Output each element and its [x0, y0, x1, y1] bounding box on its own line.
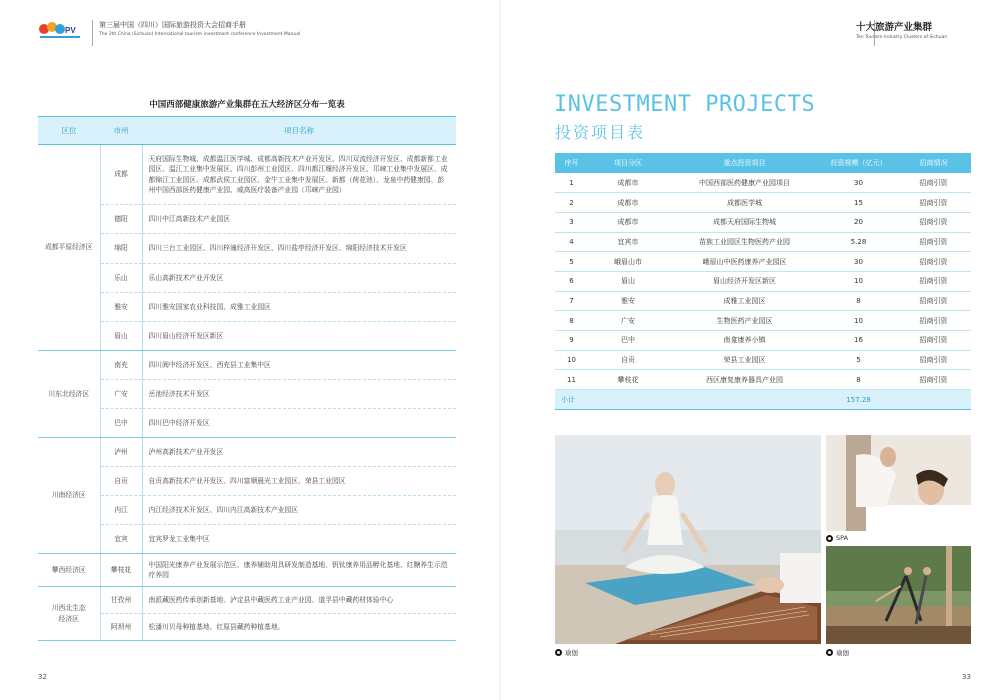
index-cell: 3 — [555, 212, 588, 232]
page-gutter — [499, 0, 501, 700]
project-cell: 成雅工业园区 — [668, 291, 821, 311]
region-cell: 攀西经济区 — [38, 554, 100, 587]
header-section-title — [856, 22, 966, 42]
status-cell: 招商引资 — [896, 370, 971, 390]
index-cell: 10 — [555, 350, 588, 370]
city-cell: 泸州 — [100, 438, 142, 467]
yoga-beach-photo — [555, 435, 821, 644]
table-row — [38, 525, 456, 554]
table-row — [555, 173, 971, 193]
header-title-en: The 3th China (Sichuan) International tourism investment conference Investment Manual — [99, 32, 301, 37]
city-cell: 南充 — [100, 351, 142, 380]
zone-cell: 眉山 — [588, 271, 668, 291]
project-cell: 天府国际生物城、成都温江医学城、成都高新技术产业开发区、四川双流经济开发区、成都新都工业园区、温江工业集中发展区、四川彭州工业园区、四川都江堰经济开发区、邛崃工业集中发展区、成都锦江工业园区、成都武侯工业园区、金牛工业集中发展区、新都（荷花池）、龙泉中药健康园、彭州中国西部医药健康产业园、威高医疗装备产业园（邛崃产业园） — [142, 145, 456, 205]
city-cell: 宜宾 — [100, 525, 142, 554]
city-cell: 成都 — [100, 145, 142, 205]
table-row — [38, 467, 456, 496]
project-cell: 眉山经济开发区新区 — [668, 271, 821, 291]
table-row — [38, 496, 456, 525]
project-cell: 苗族工业园区生物医药产业园 — [668, 232, 821, 252]
zone-cell: 广安 — [588, 311, 668, 331]
column-header-city: 市州 — [100, 117, 142, 145]
project-cell: 中国阳光康养产业发展示范区、康养辅助用具研发制造基地、钒钛康养用品孵化基地、红糖养生示范疗养园 — [142, 554, 456, 587]
table-row — [555, 232, 971, 252]
header-manual-title — [92, 20, 301, 46]
project-cell: 乐山高新技术产业开发区 — [142, 264, 456, 293]
status-cell: 招商引资 — [896, 193, 971, 213]
conference-logo-icon — [38, 18, 84, 40]
project-cell: 四川眉山经济开发区新区 — [142, 322, 456, 351]
project-cell: 生物医药产业园区 — [668, 311, 821, 331]
city-cell: 雅安 — [100, 293, 142, 322]
bullet-icon — [826, 535, 833, 542]
region-cell: 川南经济区 — [38, 438, 100, 554]
zone-cell: 攀枝花 — [588, 370, 668, 390]
caption-text: 瑜伽 — [836, 649, 849, 657]
zone-cell: 成都市 — [588, 193, 668, 213]
outdoor-yoga-photo — [826, 546, 971, 644]
bullet-icon — [826, 649, 833, 656]
scale-cell: 16 — [821, 331, 896, 351]
status-cell: 招商引资 — [896, 173, 971, 193]
table-row — [555, 193, 971, 213]
table-row — [555, 370, 971, 390]
scale-cell: 10 — [821, 271, 896, 291]
caption-yoga-main — [555, 648, 578, 657]
zone-cell: 雅安 — [588, 291, 668, 311]
project-cell: 荣县工业园区 — [668, 350, 821, 370]
column-header-project: 重点投资项目 — [668, 153, 821, 173]
index-cell: 11 — [555, 370, 588, 390]
investment-title-cn: 投资项目表 — [555, 123, 646, 142]
page-number-left: 32 — [38, 673, 47, 681]
zone-cell: 巴中 — [588, 331, 668, 351]
table-header-row — [555, 153, 971, 173]
table-row — [38, 293, 456, 322]
city-cell: 阿坝州 — [100, 614, 142, 641]
index-cell: 5 — [555, 252, 588, 272]
status-cell: 招商引资 — [896, 212, 971, 232]
table-row — [38, 587, 456, 614]
region-cell: 川东北经济区 — [38, 351, 100, 438]
project-cell: 四川巴中经济开发区 — [142, 409, 456, 438]
project-cell: 四川阆中经济开发区、西充县工业集中区 — [142, 351, 456, 380]
scale-cell: 10 — [821, 311, 896, 331]
status-cell: 招商引资 — [896, 232, 971, 252]
project-cell: 西区康复康养器具产业园 — [668, 370, 821, 390]
table-row — [555, 212, 971, 232]
page-number-right: 33 — [962, 673, 971, 681]
section-title-cn: 十大旅游产业集群 — [856, 22, 933, 33]
city-cell: 巴中 — [100, 409, 142, 438]
table-header-row — [38, 117, 456, 145]
spa-photo — [826, 435, 971, 531]
scale-cell: 8 — [821, 370, 896, 390]
city-cell: 绵阳 — [100, 234, 142, 264]
project-cell: 四川雅安国家农业科技园、成雅工业园区 — [142, 293, 456, 322]
status-cell: 招商引资 — [896, 331, 971, 351]
project-cell: 南派藏医药传承创新基地、泸定县中藏医药工业产业园、道孚县中藏药材体验中心 — [142, 587, 456, 614]
project-cell: 松潘川贝母种植基地、红原县藏药种植基地、 — [142, 614, 456, 641]
header-title-cn: 第三届中国（四川）国际旅游投资大会招商手册 — [99, 21, 246, 29]
city-cell: 甘孜州 — [100, 587, 142, 614]
caption-text: SPA — [836, 534, 849, 542]
project-cell: 成都医学城 — [668, 193, 821, 213]
column-header-zone: 项目分区 — [588, 153, 668, 173]
yoga-beach-illustration — [555, 435, 821, 644]
city-cell: 自贡 — [100, 467, 142, 496]
caption-text: 瑜伽 — [565, 649, 578, 657]
status-cell: 招商引资 — [896, 350, 971, 370]
project-cell: 成都天府国际生物城 — [668, 212, 821, 232]
city-cell: 攀枝花 — [100, 554, 142, 587]
caption-yoga-outdoor — [826, 648, 849, 657]
index-cell: 8 — [555, 311, 588, 331]
table-row — [38, 264, 456, 293]
city-cell: 乐山 — [100, 264, 142, 293]
table-row — [38, 380, 456, 409]
zone-cell: 宜宾市 — [588, 232, 668, 252]
table-row — [38, 322, 456, 351]
table-row — [555, 331, 971, 351]
project-cell: 中国西部医药健康产业园项目 — [668, 173, 821, 193]
table-row — [38, 145, 456, 205]
table-row — [555, 252, 971, 272]
project-cell: 泸州高新技术产业开发区 — [142, 438, 456, 467]
table-row — [38, 205, 456, 234]
svg-text:PV: PV — [65, 26, 76, 35]
scale-cell: 30 — [821, 173, 896, 193]
city-cell: 德阳 — [100, 205, 142, 234]
index-cell: 4 — [555, 232, 588, 252]
caption-spa — [826, 534, 848, 542]
status-cell: 招商引资 — [896, 271, 971, 291]
scale-cell: 30 — [821, 252, 896, 272]
table-row — [38, 351, 456, 380]
index-cell: 6 — [555, 271, 588, 291]
index-cell: 9 — [555, 331, 588, 351]
zone-cell: 峨眉山市 — [588, 252, 668, 272]
zone-cell: 自贡 — [588, 350, 668, 370]
distribution-table-title: 中国西部健康旅游产业集群在五大经济区分布一览表 — [149, 100, 345, 110]
table-row — [38, 554, 456, 587]
total-label: 小计 — [555, 390, 821, 410]
project-cell: 四川三台工业园区、四川梓潼经济开发区、四川盐亭经济开发区、绵阳经济技术开发区 — [142, 234, 456, 264]
region-cell: 川西北生态经济区 — [38, 587, 100, 641]
zone-cell: 成都市 — [588, 212, 668, 232]
table-row — [38, 438, 456, 467]
zone-cell: 成都市 — [588, 173, 668, 193]
column-header-status: 招商情况 — [896, 153, 971, 173]
scale-cell: 8 — [821, 291, 896, 311]
spa-illustration — [826, 435, 971, 531]
city-cell: 眉山 — [100, 322, 142, 351]
status-cell: 招商引资 — [896, 252, 971, 272]
index-cell: 1 — [555, 173, 588, 193]
outdoor-yoga-illustration — [826, 546, 971, 644]
city-cell: 广安 — [100, 380, 142, 409]
total-value: 157.28 — [821, 390, 896, 410]
project-cell: 南龛康养小镇 — [668, 331, 821, 351]
investment-table — [555, 153, 971, 410]
distribution-table — [38, 116, 456, 641]
table-row — [555, 291, 971, 311]
table-row — [38, 614, 456, 641]
bullet-icon — [555, 649, 562, 656]
investment-title-en: INVESTMENT PROJECTS — [554, 92, 816, 117]
table-row — [38, 234, 456, 264]
table-row — [555, 271, 971, 291]
project-cell: 内江经济技术开发区、四川内江高新技术产业园区 — [142, 496, 456, 525]
table-row — [555, 350, 971, 370]
scale-cell: 15 — [821, 193, 896, 213]
project-cell: 岳池经济技术开发区 — [142, 380, 456, 409]
city-cell: 内江 — [100, 496, 142, 525]
table-row — [555, 311, 971, 331]
project-cell: 自贡高新技术产业开发区、四川富顺晨光工业园区、荣县工业园区 — [142, 467, 456, 496]
total-empty-cell — [896, 390, 971, 410]
scale-cell: 5 — [821, 350, 896, 370]
project-cell: 宜宾罗龙工业集中区 — [142, 525, 456, 554]
project-cell: 四川中江高新技术产业园区 — [142, 205, 456, 234]
column-header-scale: 投资规模（亿元） — [821, 153, 896, 173]
project-cell: 峨眉山中医药康养产业园区 — [668, 252, 821, 272]
scale-cell: 5.28 — [821, 232, 896, 252]
column-header-region: 区位 — [38, 117, 100, 145]
total-row — [555, 390, 971, 410]
column-header-project: 项目名称 — [142, 117, 456, 145]
table-row — [38, 409, 456, 438]
region-cell: 成都平原经济区 — [38, 145, 100, 351]
index-cell: 7 — [555, 291, 588, 311]
column-header-index: 序号 — [555, 153, 588, 173]
scale-cell: 20 — [821, 212, 896, 232]
section-title-en: Ten Tourism Industry Clusters of Sichuan — [856, 35, 948, 40]
status-cell: 招商引资 — [896, 311, 971, 331]
status-cell: 招商引资 — [896, 291, 971, 311]
index-cell: 2 — [555, 193, 588, 213]
